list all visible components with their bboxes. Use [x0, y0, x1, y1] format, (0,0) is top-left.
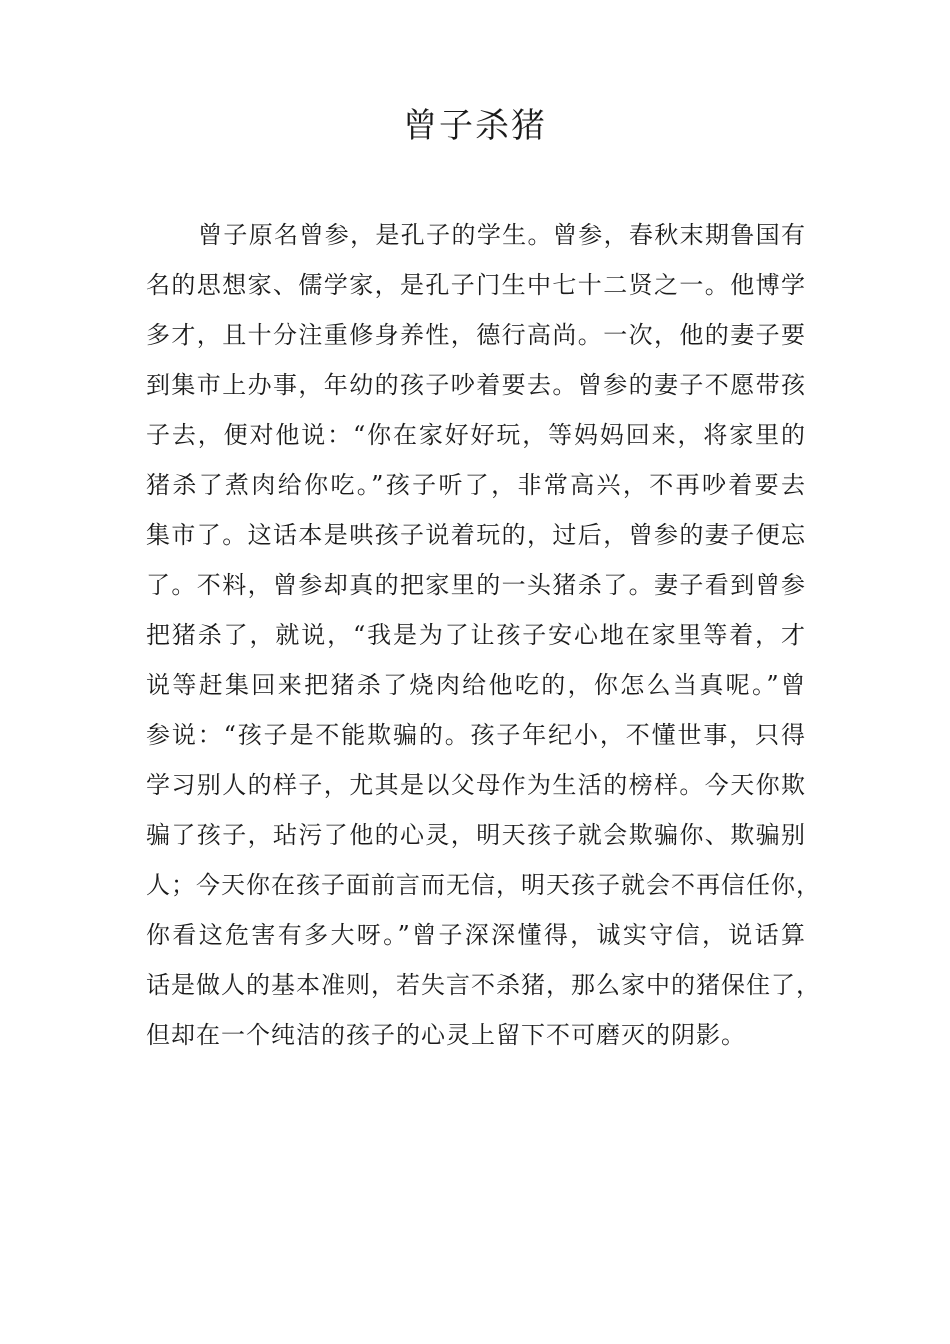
paragraph-line: 了。不料，曾参却真的把家里的一头猪杀了。妻子看到曾参: [146, 571, 806, 599]
paragraph-line: 学习别人的样子，尤其是以父母作为生活的榜样。今天你欺: [146, 771, 806, 799]
paragraph-line: 人；今天你在孩子面前言而无信，明天孩子就会不再信任你，: [146, 871, 821, 899]
paragraph-line: 猪杀了煮肉给你吃。”孩子听了，非常高兴，不再吵着要去: [146, 471, 806, 499]
paragraph-line: 到集市上办事，年幼的孩子吵着要去。曾参的妻子不愿带孩: [146, 371, 806, 399]
paragraph-line: 骗了孩子，玷污了他的心灵，明天孩子就会欺骗你、欺骗别: [146, 821, 806, 849]
paragraph-line: 多才，且十分注重修身养性，德行高尚。一次，他的妻子要: [146, 321, 806, 349]
paragraph-line: 说等赶集回来把猪杀了烧肉给他吃的，你怎么当真呢。”曾: [146, 671, 806, 699]
paragraph-line: 你看这危害有多大呀。”曾子深深懂得，诚实守信，说话算: [146, 921, 806, 949]
story-paragraph: [146, 210, 821, 1060]
paragraph-line: 把猪杀了，就说，“我是为了让孩子安心地在家里等着，才: [146, 621, 806, 649]
paragraph-line: 参说：“孩子是不能欺骗的。孩子年纪小，不懂世事，只得: [146, 721, 806, 749]
paragraph-line: 集市了。这话本是哄孩子说着玩的，过后，曾参的妻子便忘: [146, 521, 806, 549]
paragraph-line: 子去，便对他说：“你在家好好玩，等妈妈回来，将家里的: [146, 421, 806, 449]
paragraph-line: 话是做人的基本准则，若失言不杀猪，那么家中的猪保住了，: [146, 971, 821, 999]
paragraph-line: 但却在一个纯洁的孩子的心灵上留下不可磨灭的阴影。: [146, 1021, 746, 1049]
paragraph-line: 曾子原名曾参，是孔子的学生。曾参，春秋末期鲁国有: [198, 221, 806, 249]
document-title: 曾子杀猪: [403, 106, 547, 146]
paragraph-line: 名的思想家、儒学家，是孔子门生中七十二贤之一。他博学: [146, 271, 806, 299]
